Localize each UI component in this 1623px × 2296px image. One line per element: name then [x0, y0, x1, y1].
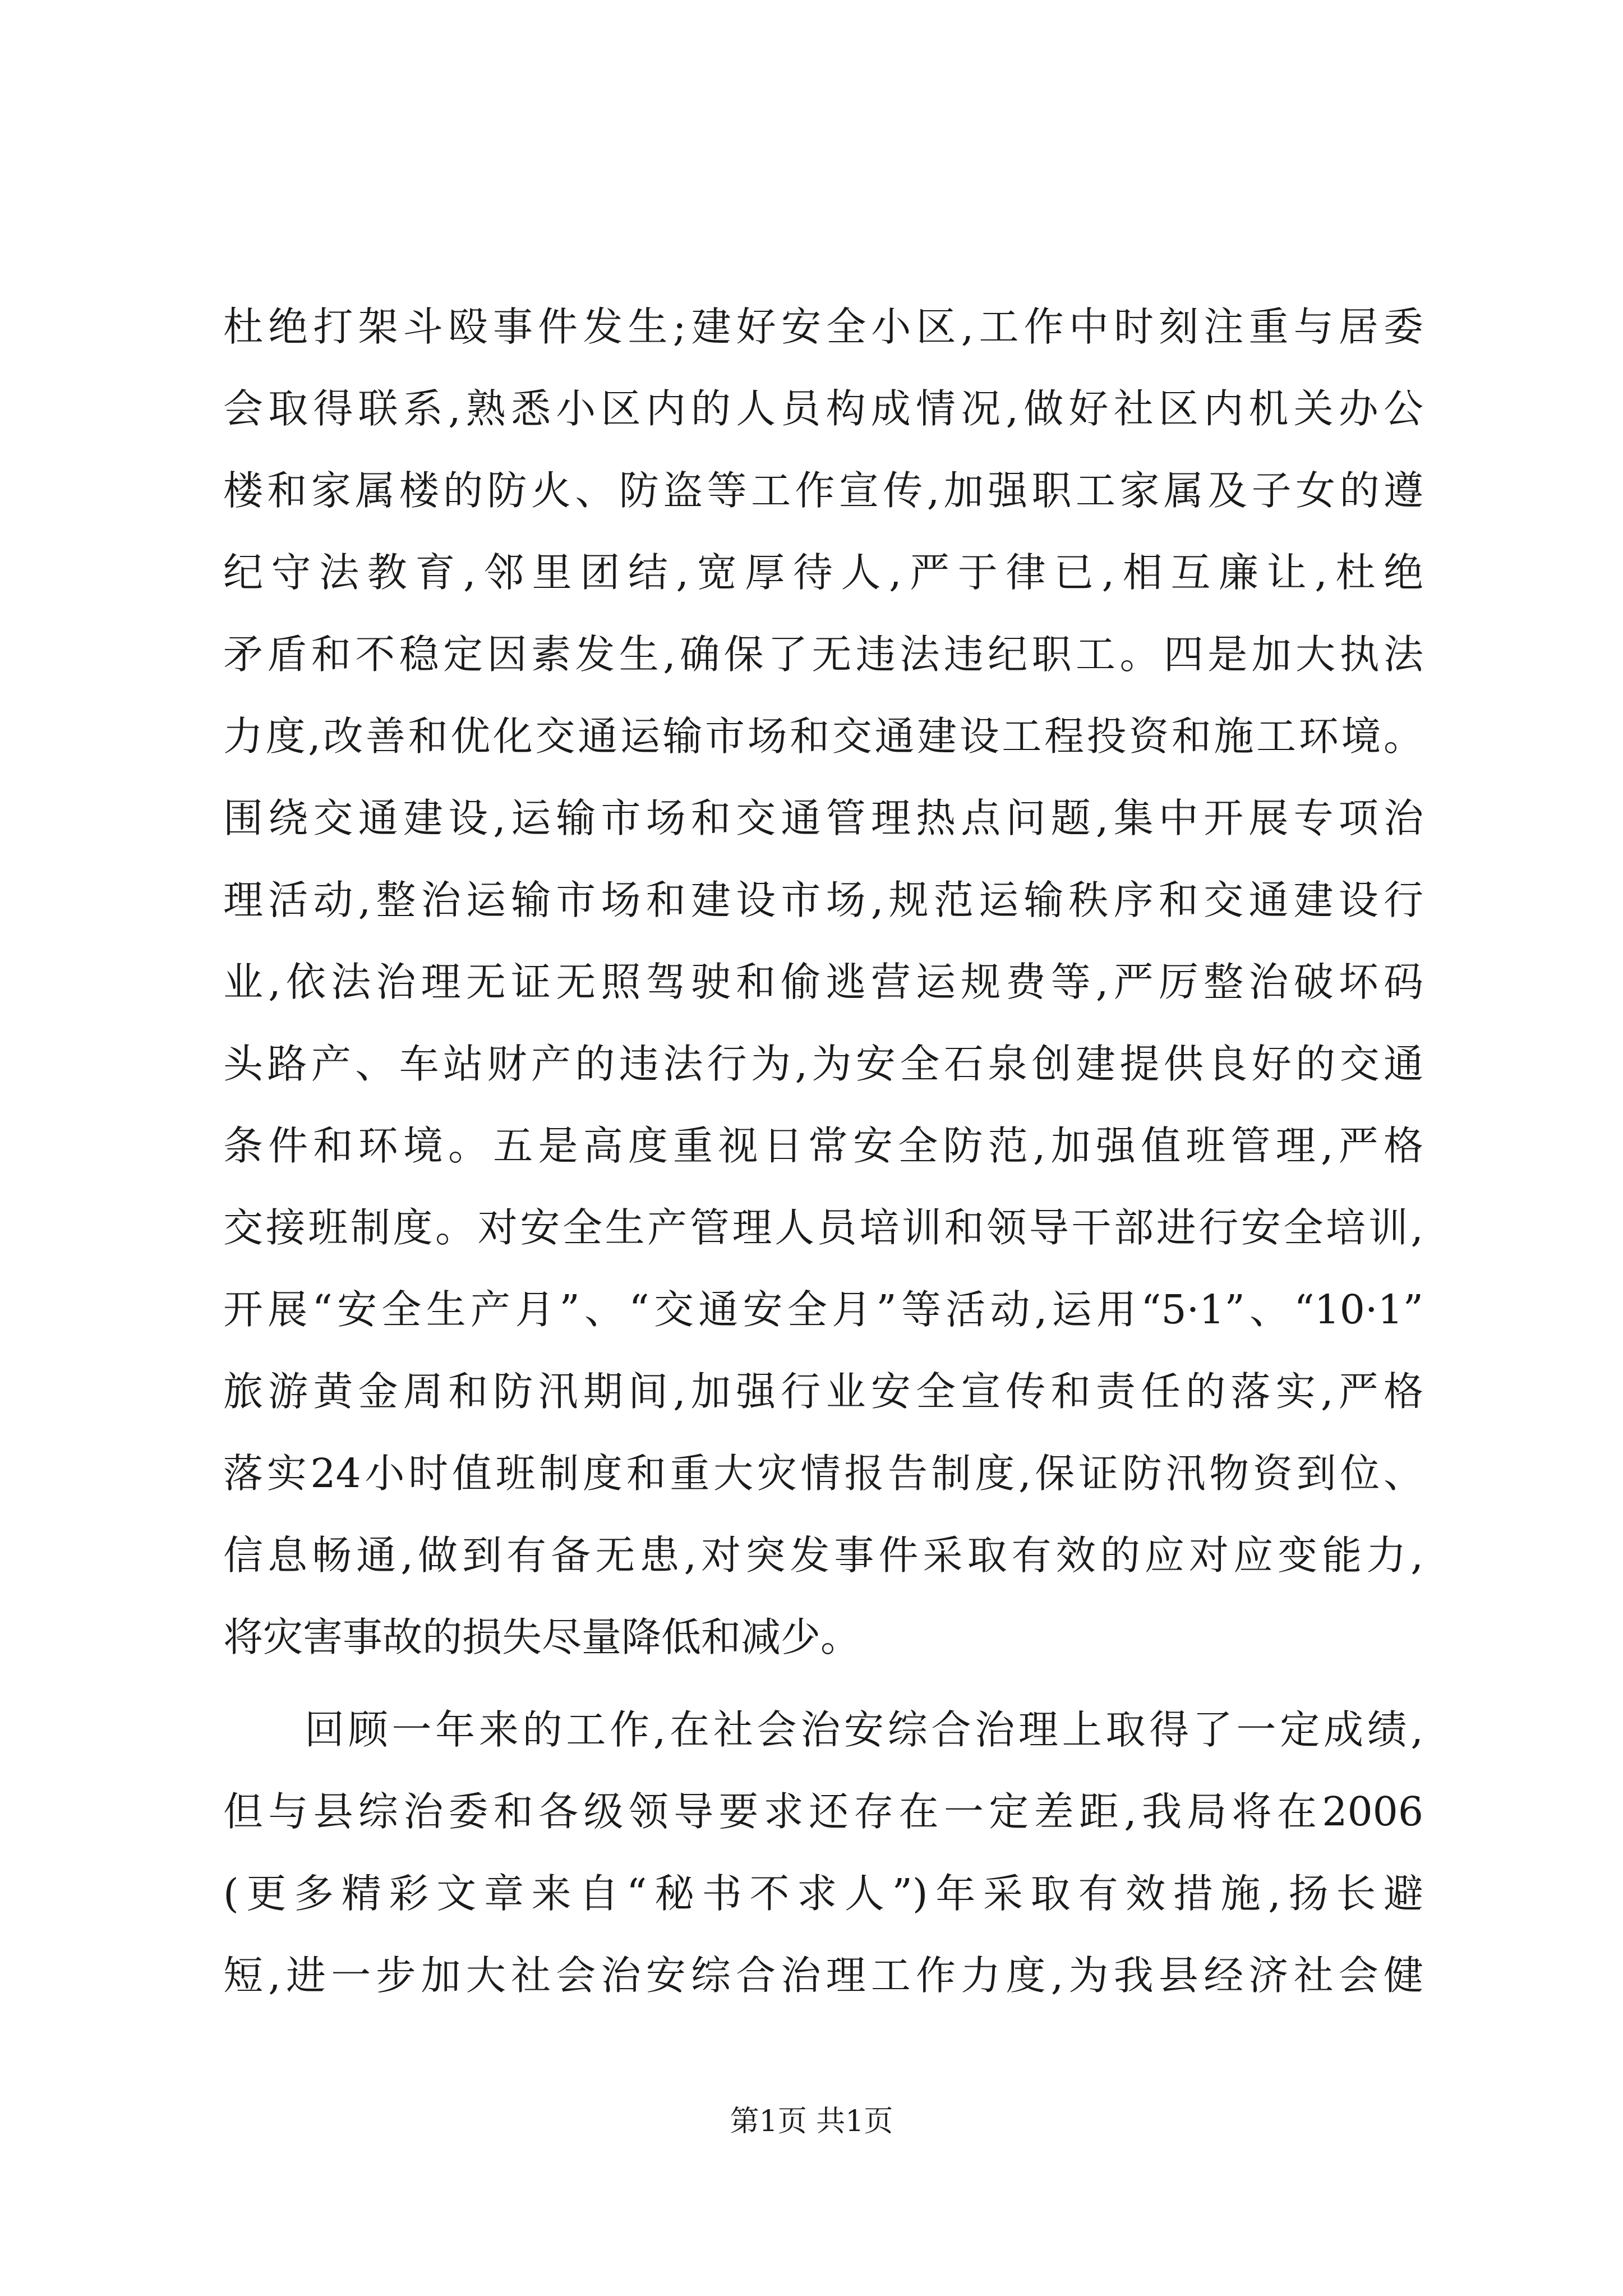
document-body [223, 286, 1423, 2017]
paragraph [223, 1689, 1423, 2017]
text-line: 围绕交通建设,运输市场和交通管理热点问题,集中开展专项治 [223, 795, 1423, 841]
text-line: 交接班制度。对安全生产管理人员培训和领导干部进行安全培训, [223, 1204, 1423, 1251]
text-line: 开展“安全生产月”、“交通安全月”等活动,运用“5·1”、“10·1” [223, 1286, 1423, 1333]
text-line: 但与县综治委和各级领导要求还存在一定差距,我局将在2006 [223, 1788, 1423, 1835]
text-line: (更多精彩文章来自“秘书不求人”)年采取有效措施,扬长避 [223, 1870, 1423, 1917]
text-line: 旅游黄金周和防汛期间,加强行业安全宣传和责任的落实,严格 [223, 1368, 1423, 1415]
text-line: 落实24小时值班制度和重大灾情报告制度,保证防汛物资到位、 [223, 1450, 1423, 1497]
text-line: 头路产、车站财产的违法行为,为安全石泉创建提供良好的交通 [223, 1041, 1423, 1087]
text-line: 回顾一年来的工作,在社会治安综合治理上取得了一定成绩, [305, 1706, 1423, 1753]
text-line: 短,进一步加大社会治安综合治理工作力度,为我县经济社会健 [223, 1952, 1423, 1999]
text-line: 信息畅通,做到有备无患,对突发事件采取有效的应对应变能力, [223, 1532, 1423, 1579]
text-line: 理活动,整治运输市场和建设市场,规范运输秩序和交通建设行 [223, 877, 1423, 923]
paragraph-gap [223, 1678, 1423, 1689]
text-line: 会取得联系,熟悉小区内的人员构成情况,做好社区内机关办公 [223, 385, 1423, 432]
text-line: 条件和环境。五是高度重视日常安全防范,加强值班管理,严格 [223, 1122, 1423, 1169]
text-line: 纪守法教育,邻里团结,宽厚待人,严于律已,相互廉让,杜绝 [223, 549, 1423, 596]
text-line: 矛盾和不稳定因素发生,确保了无违法违纪职工。四是加大执法 [223, 631, 1423, 678]
text-line: 杜绝打架斗殴事件发生;建好安全小区,工作中时刻注重与居委 [223, 303, 1423, 350]
text-line: 楼和家属楼的防火、防盗等工作宣传,加强职工家属及子女的遵 [223, 467, 1423, 514]
text-line: 将灾害事故的损失尽量降低和减少。 [223, 1614, 861, 1660]
page-number: 第1页 共1页 [730, 2105, 893, 2138]
text-line: 业,依法治理无证无照驾驶和偷逃营运规费等,严厉整治破坏码 [223, 959, 1423, 1005]
page-footer [0, 2102, 1623, 2141]
text-line: 力度,改善和优化交通运输市场和交通建设工程投资和施工环境。 [223, 713, 1423, 760]
paragraph [223, 286, 1423, 1678]
